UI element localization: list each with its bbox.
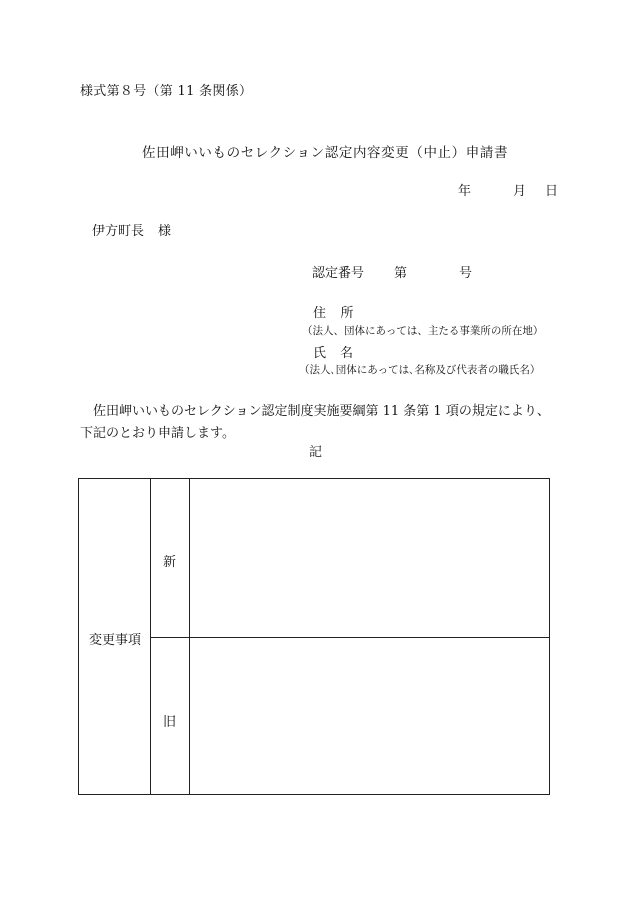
date-year-label: 年 <box>458 184 472 199</box>
certification-number-label: 認定番号 <box>312 266 365 281</box>
name-note: （法人､団体にあっては､名称及び代表者の職氏名） <box>299 364 541 376</box>
new-content-field[interactable] <box>191 480 548 636</box>
change-items-label: 変更事項 <box>89 633 142 648</box>
addressee-name: 伊方町長 <box>92 224 145 239</box>
application-statement <box>80 401 560 445</box>
document-title: 佐田岬いいものセレクション認定内容変更（中止）申請書 <box>142 145 509 161</box>
ki-heading: 記 <box>309 445 323 460</box>
addressee <box>92 220 171 239</box>
address-note: （法人、団体にあっては、主たる事業所の所在地） <box>302 325 544 337</box>
address-label-char2: 所 <box>340 306 355 321</box>
address-label-char1: 住 <box>313 306 327 321</box>
name-label-char1: 氏 <box>313 346 327 361</box>
certification-number-prefix: 第 <box>394 266 408 281</box>
name-label <box>313 342 353 361</box>
date-row <box>458 180 558 199</box>
change-items-table <box>78 478 550 795</box>
form-number: 様式第８号（第 11 条関係） <box>80 84 253 99</box>
certification-number-suffix: 号 <box>459 266 473 281</box>
table-divider-middle <box>150 637 549 638</box>
certification-number-row <box>312 262 472 281</box>
new-label: 新 <box>163 555 177 570</box>
name-label-char2: 名 <box>340 346 354 361</box>
statement-line-2: 下記のとおり申請します。 <box>80 426 235 441</box>
date-day-label: 日 <box>545 184 559 199</box>
old-content-field[interactable] <box>191 639 548 793</box>
address-label <box>313 302 354 321</box>
date-month-label: 月 <box>513 184 527 199</box>
statement-line-1: 佐田岬いいものセレクション認定制度実施要綱第 11 条第 1 項の規定により、 <box>93 404 550 419</box>
old-label: 旧 <box>163 715 177 730</box>
addressee-honorific: 様 <box>158 224 172 239</box>
